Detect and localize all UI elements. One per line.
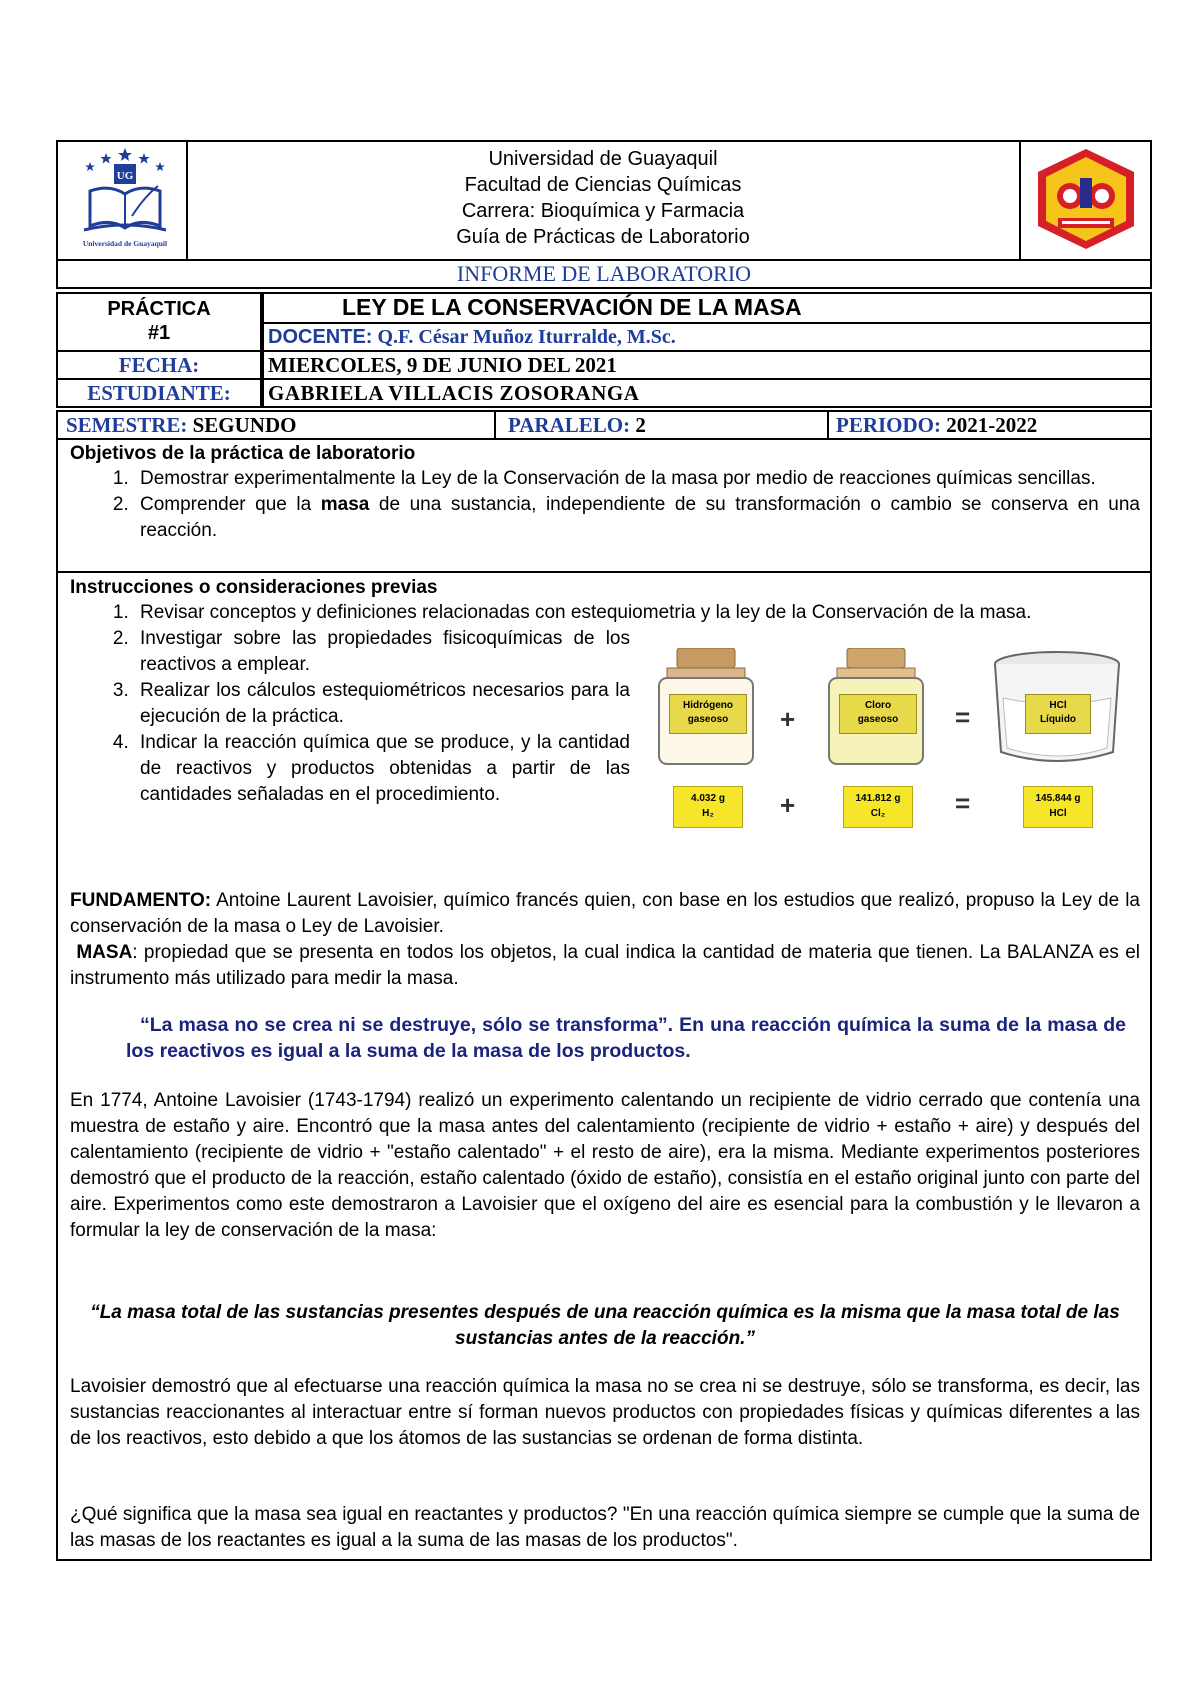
- beaker-label-line2: Líquido: [1039, 714, 1077, 725]
- equals-sign-bottom: =: [955, 788, 971, 818]
- instruccion-item-2: 2. Investigar sobre las propiedades fisicoquímicas de los reactivos a emplear.: [134, 626, 630, 678]
- practica-number: #1: [147, 322, 171, 344]
- estudiante-label: ESTUDIANTE:: [87, 381, 231, 405]
- career-name: Carrera: Bioquímica y Farmacia: [461, 200, 745, 222]
- quote-1: “La masa no se crea ni se destruye, sólo se transforma”. En una reacción química la suma de la masa de los reactivos es igual a la suma de la masa de los productos.: [126, 1014, 1126, 1062]
- svg-text:UG: UG: [116, 170, 134, 182]
- mass1-value: 4.032 g: [691, 793, 725, 804]
- objetivo-item-2-post: de una sustancia, independiente de su transformación o cambio se conserva en una reacción.: [140, 494, 1140, 541]
- plus-sign-top: +: [780, 704, 796, 734]
- jar2-label-line2: gaseoso: [857, 714, 899, 725]
- header-divider-left: [186, 140, 188, 259]
- semestre-value: SEGUNDO: [187, 413, 297, 437]
- guide-name: Guía de Prácticas de Laboratorio: [456, 226, 750, 248]
- masa-paragraph: [70, 940, 1140, 992]
- instruccion-item-4: 4. Indicar la reacción química que se produce, y la cantidad de reactivos y productos obtenidas a partir de las cantidades señaladas en el procedimiento.: [134, 730, 630, 808]
- semestre-label: SEMESTRE:: [66, 413, 188, 437]
- frame-bottom: [56, 1559, 1152, 1561]
- paralelo-label: PARALELO:: [508, 413, 631, 437]
- question-paragraph: ¿Qué significa que la masa sea igual en reactantes y productos? "En una reacción química siempre se cumple que la suma de las masas de los reactantes es igual a la suma de las masas de los productos".: [70, 1504, 1140, 1551]
- practica-title: LEY DE LA CONSERVACIÓN DE LA MASA: [342, 294, 802, 320]
- objetivo-item-2: [134, 492, 1140, 544]
- instruccion-item-3: 3. Realizar los cálculos estequiométricos necesarios para la ejecución de la práctica.: [134, 678, 630, 730]
- objetivos-section: [70, 442, 1140, 544]
- fundamento-text: Antoine Laurent Lavoisier, químico francés quien, con base en los estudios que realizó, propuso la Ley de la conservación de la masa o Ley de Lavoisier.: [70, 890, 1140, 937]
- docente-label: DOCENTE:: [268, 326, 373, 348]
- jar1-label-line2: gaseoso: [687, 714, 729, 725]
- docente-value: Q.F. César Muñoz Iturralde, M.Sc.: [372, 326, 676, 348]
- header-divider-right: [1019, 140, 1021, 259]
- periodo-cell: [836, 413, 1037, 437]
- report-title: INFORME DE LABORATORIO: [456, 261, 752, 286]
- periodo-label: PERIODO:: [836, 413, 941, 437]
- frame-right: [1150, 438, 1152, 1561]
- faculty-name: Facultad de Ciencias Químicas: [464, 174, 742, 196]
- reaction-figure: [655, 648, 1135, 838]
- mass3-formula: HCl: [1049, 808, 1067, 819]
- objetivos-list: [70, 466, 1140, 544]
- plus-sign-bottom: +: [780, 790, 796, 820]
- objetivo-item-2-pre: Comprender que la: [140, 494, 321, 515]
- jar2-label-line1: Cloro: [864, 700, 892, 711]
- header-text: [190, 146, 1016, 250]
- faculty-emblem: [1030, 146, 1142, 252]
- fundamento-label: FUNDAMENTO:: [70, 890, 212, 911]
- estudiante-value: GABRIELA VILLACIS ZOSORANGA: [268, 381, 640, 405]
- fundamento-paragraph: [70, 888, 1140, 940]
- semestre-divider-2: [827, 410, 829, 440]
- mass2-value: 141.812 g: [855, 793, 901, 804]
- jar1-label: [669, 694, 747, 734]
- instruccion-item-1: 1. Revisar conceptos y definiciones relacionadas con estequiometria y la ley de la Conservación de la masa.: [134, 600, 1140, 626]
- equals-sign-top: =: [955, 702, 971, 732]
- fecha-label: FECHA:: [118, 353, 200, 377]
- mass1-formula: H₂: [702, 808, 714, 819]
- objetivos-heading: Objetivos de la práctica de laboratorio: [70, 443, 416, 464]
- objetivo-item-2-bold: masa: [320, 494, 370, 515]
- semestre-divider-1: [494, 410, 496, 440]
- paralelo-value: 2: [630, 413, 646, 437]
- lavoisier-paragraph: En 1774, Antoine Lavoisier (1743-1794) realizó un experimento calentando un recipiente de vidrio cerrado que contenía una muestra de estaño y aire. Encontró que la masa antes del calentamiento (recipiente de vidrio + estaño + aire) y después del calentamiento (recipiente de vidrio + "estaño calentado" + el resto de aire), era la misma. Mediante experimentos posteriores demostró que el producto de la reacción, estaño calentado (óxido de estaño), consistía en el estaño original junto con parte del aire. Experimentos como este demostraron a Lavoisier que el oxígeno del aire es esencial para la combustión y le llevaron a formular la ley de conservación de la masa:: [70, 1090, 1140, 1241]
- mass1-box: [673, 786, 743, 828]
- objetivo-item-1: 1. Demostrar experimentalmente la Ley de la Conservación de la masa por medio de reacciones químicas sencillas.: [134, 466, 1140, 492]
- semestre-cell: [66, 413, 296, 437]
- mass3-value: 145.844 g: [1035, 793, 1081, 804]
- university-logo: [70, 146, 180, 252]
- mass2-box: [843, 786, 913, 828]
- periodo-value: 2021-2022: [941, 413, 1038, 437]
- masa-label: MASA: [76, 942, 133, 963]
- jar2-label: [839, 694, 917, 734]
- docente-row: [268, 325, 676, 349]
- beaker-label: [1025, 694, 1091, 734]
- instrucciones-heading: Instrucciones o consideraciones previas: [70, 577, 438, 598]
- paralelo-cell: [508, 413, 646, 437]
- jar1-label-line1: Hidrógeno: [683, 700, 733, 711]
- mass2-formula: Cl₂: [870, 808, 886, 819]
- beaker-label-line1: HCl: [1049, 700, 1067, 711]
- mass3-box: [1023, 786, 1093, 828]
- university-name: Universidad de Guayaquil: [488, 148, 718, 170]
- practica-label: PRÁCTICA: [107, 298, 211, 320]
- masa-text: : propiedad que se presenta en todos los objetos, la cual indica la cantidad de materia que tienen. La BALANZA es el instrumento más utilizado para medir la masa.: [70, 942, 1140, 989]
- conclusion-paragraph: Lavoisier demostró que al efectuarse una reacción química la masa no se crea ni se destruye, sólo se transforma, es decir, las sustancias reaccionantes al interactuar entre sí forman nuevos productos con propiedades físicas y químicas diferentes a las de los reactivos, esto debido a que los átomos de las sustancias se ordenan de forma distinta.: [70, 1376, 1140, 1449]
- logo-caption: Universidad de Guayaquil: [82, 239, 168, 248]
- fecha-value: MIERCOLES, 9 DE JUNIO DEL 2021: [268, 353, 617, 377]
- fundamento-section: [70, 888, 1140, 992]
- frame-left: [56, 438, 58, 1561]
- quote-2: “La masa total de las sustancias presentes después de una reacción química es la misma que la masa total de las sustancias antes de la reacción.”: [90, 1302, 1120, 1349]
